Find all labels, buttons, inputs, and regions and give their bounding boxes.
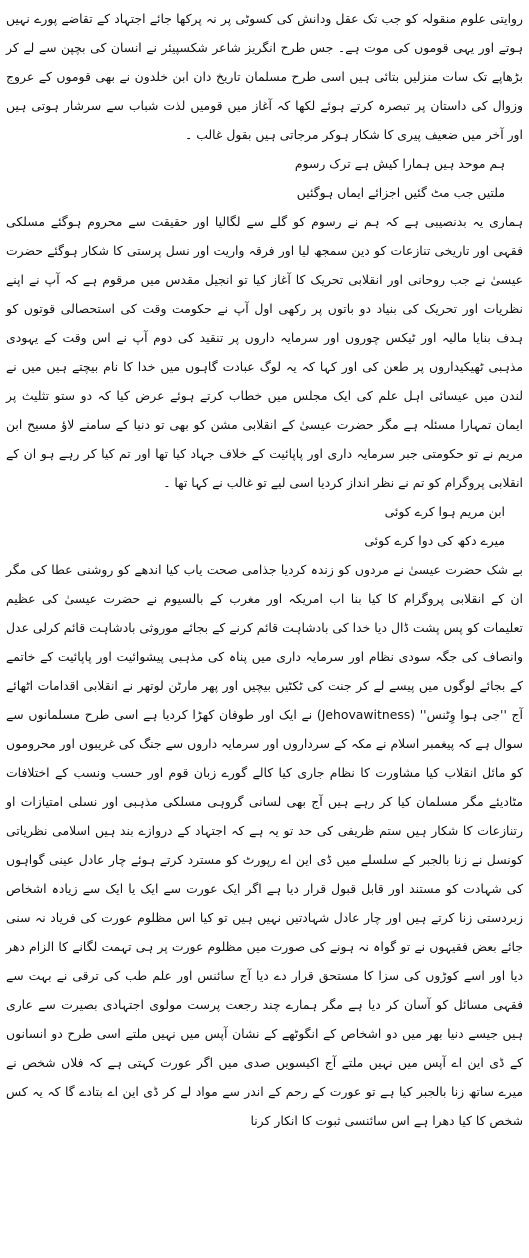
couplet-1-line-2: ملتیں جب مٹ گئیں اجزائے ایماں ہوگئیں xyxy=(296,185,505,200)
couplet-1-line-1: ہم موحد ہیں ہمارا کیش ہے ترک رسوم xyxy=(294,156,505,171)
ghalib-couplet-1 xyxy=(6,149,523,207)
couplet-2-line-2: میرے دکھ کی دوا کرے کوئی xyxy=(364,533,505,548)
couplet-2-line-1: ابن مریم ہوا کرے کوئی xyxy=(384,504,505,519)
ghalib-couplet-2 xyxy=(6,497,523,555)
paragraph-ijtihad: بے شک حضرت عیسیٰ نے مردوں کو زندہ کردیا جذامی صحت یاب کیا اندھے کو روشنی عطا کی مگر ان کے انقلابی پروگرام کا کیا بنا اب امریکہ اور مغرب کے بالسیوم نے حضرت عیسیٰ کی عظیم تعلیمات کو پس پشت ڈال دیا خدا کی بادشاہت قائم کرنے کے بجائے موروثی بادشاہت قائم کرلی عدل وانصاف کی جگہ سودی نظام اور سرمایہ داری میں پناہ کی مذہبی پیشوائیت اور پاپائیت کے خاتمے کے بجائے لوگوں میں پیسے لے کر جنت کی ٹکٹیں بیچیں اور پھر مارٹن لوتھر نے انقلابی اقدامات اٹھائے آج ''جی ہوا وِٹنس'' (Jehovawitness) نے ایک اور طوفان کھڑا کردیا ہے اسی طرح مسلمانوں سے سوال ہے کہ پیغمبر اسلام نے مکہ کے سرداروں اور سرمایہ داروں سے جنگ کی غریبوں اور محروموں کو مائل انقلاب کیا مشاورت کا نظام جاری کیا کالے گورے زبان قوم اور حسب ونسب کے اختلافات مٹادیئے مگر مسلمان کیا کر رہے ہیں آج بھی لسانی گروہی مسلکی مذہبی اور نسلی امتیازات او رتنازعات کا شکار ہیں ستم ظریفی کی حد تو یہ ہے کہ اجتہاد کے دروازے بند ہیں اسلامی نظریاتی کونسل نے زنا بالجبر کے سلسلے میں ڈی این اے رپورٹ کو مسترد کرتے ہوئے چار عادل عینی گواہوں کی شہادت کو مستند اور قابل قبول قرار دیا ہے اگر ایک عورت سے ایک یا ایک سے زیادہ اشخاص زبردستی زنا کرتے ہیں اور چار عادل شہادتیں نہیں ہیں تو کیا اس مظلوم عورت کی فریاد نہ سنی جائے بعض فقیہوں نے تو گواہ نہ ہونے کی صورت میں مظلوم عورت پر ہی تہمت لگانے کا الزام دھر دیا اور اسے کوڑوں کی سزا کا مستحق قرار دے دیا آج سائنس اور علم طب کی ترقی نے بہت سے فقہی مسائل کو آسان کر دیا ہے مگر ہمارے چند رجعت پرست مولوی اجتہادی بصیرت سے عاری ہیں جیسے دنیا بھر میں دو اشخاص کے انگوٹھے کے نشان آپس میں نہیں ملتے اسی طرح دو انسانوں کے ڈی این اے آپس میں نہیں ملتے آج اکیسویں صدی میں اگر عورت کہتی ہے کہ فلاں شخص نے میرے ساتھ زنا بالجبر کیا ہے تو عورت کے رحم کے اندر سے مواد لے کر ڈی این اے بتادے گا کہ یہ کس شخص کا کیا دھرا ہے اس سائنسی ثبوت کا انکار کرنا xyxy=(6,562,523,1128)
paragraph-intro: روایتی علوم منقولہ کو جب تک عقل ودانش کی کسوٹی پر نہ پرکھا جائے اجتہاد کے تقاضے پورے نہیں ہوتے اور یہی قوموں کی موت ہے۔ جس طرح انگریز شاعر شکسپیئر نے انسان کی بچپن سے لے کر بڑھاپے تک سات منزلیں بتائی ہیں اسی طرح مسلمان تاریخ دان ابن خلدون نے بھی قوموں کے عروج وزوال کی داستان پر تبصرہ کرتے ہوئے لکھا کہ آغاز میں قومیں لذت شباب سے سرشار ہوتی ہیں اور آخر میں ضعیف پیری کا شکار ہوکر مرجاتی ہیں بقول غالب ۔ xyxy=(6,11,523,142)
paragraph-jesus-movement: ہماری یہ بدنصیبی ہے کہ ہم نے رسوم کو گلے سے لگالیا اور حقیقت سے محروم ہوگئے مسلکی فقہی اور تاریخی تنازعات کو دین سمجھ لیا اور فرقہ واریت اور نسل پرستی کا شکار ہوگئے حضرت عیسیٰ نے جب روحانی اور انقلابی تحریک کا آغاز کیا تو انجیل مقدس میں مرقوم ہے کہ آپ نے اپنے نظریات اور تحریک کی بنیاد دو باتوں پر رکھی اول آپ نے حکومت وقت کی استحصالی قوتوں کو ہدف بنایا مالیہ اور ٹیکس چوروں اور سرمایہ داروں پر تنقید کی دوم آپ نے اس وقت کے یہودی مذہبی ٹھیکیداروں پر طعن کی اور کہا کہ یہ لوگ عبادت گاہوں میں خدا کا نام بیچتے ہیں میں نے لندن میں عیسائی اہل علم کی ایک مجلس میں خطاب کرتے ہوئے عرض کیا کہ دو ستو تثلیث پر ایمان تمہارا مسئلہ ہے مگر حضرت عیسیٰ کے انقلابی مشن کو بھی تو دنیا کے سامنے لاؤ مسیح ابن مریم نے تو حکومتی جبر سرمایہ داری اور پاپائیت کے خلاف جہاد کیا تھا اور تم کیا کر رہے ہو ان کے انقلابی پروگرام کو تم نے نظر انداز کردیا اسی لیے تو غالب نے کہا تھا ۔ xyxy=(6,214,523,490)
